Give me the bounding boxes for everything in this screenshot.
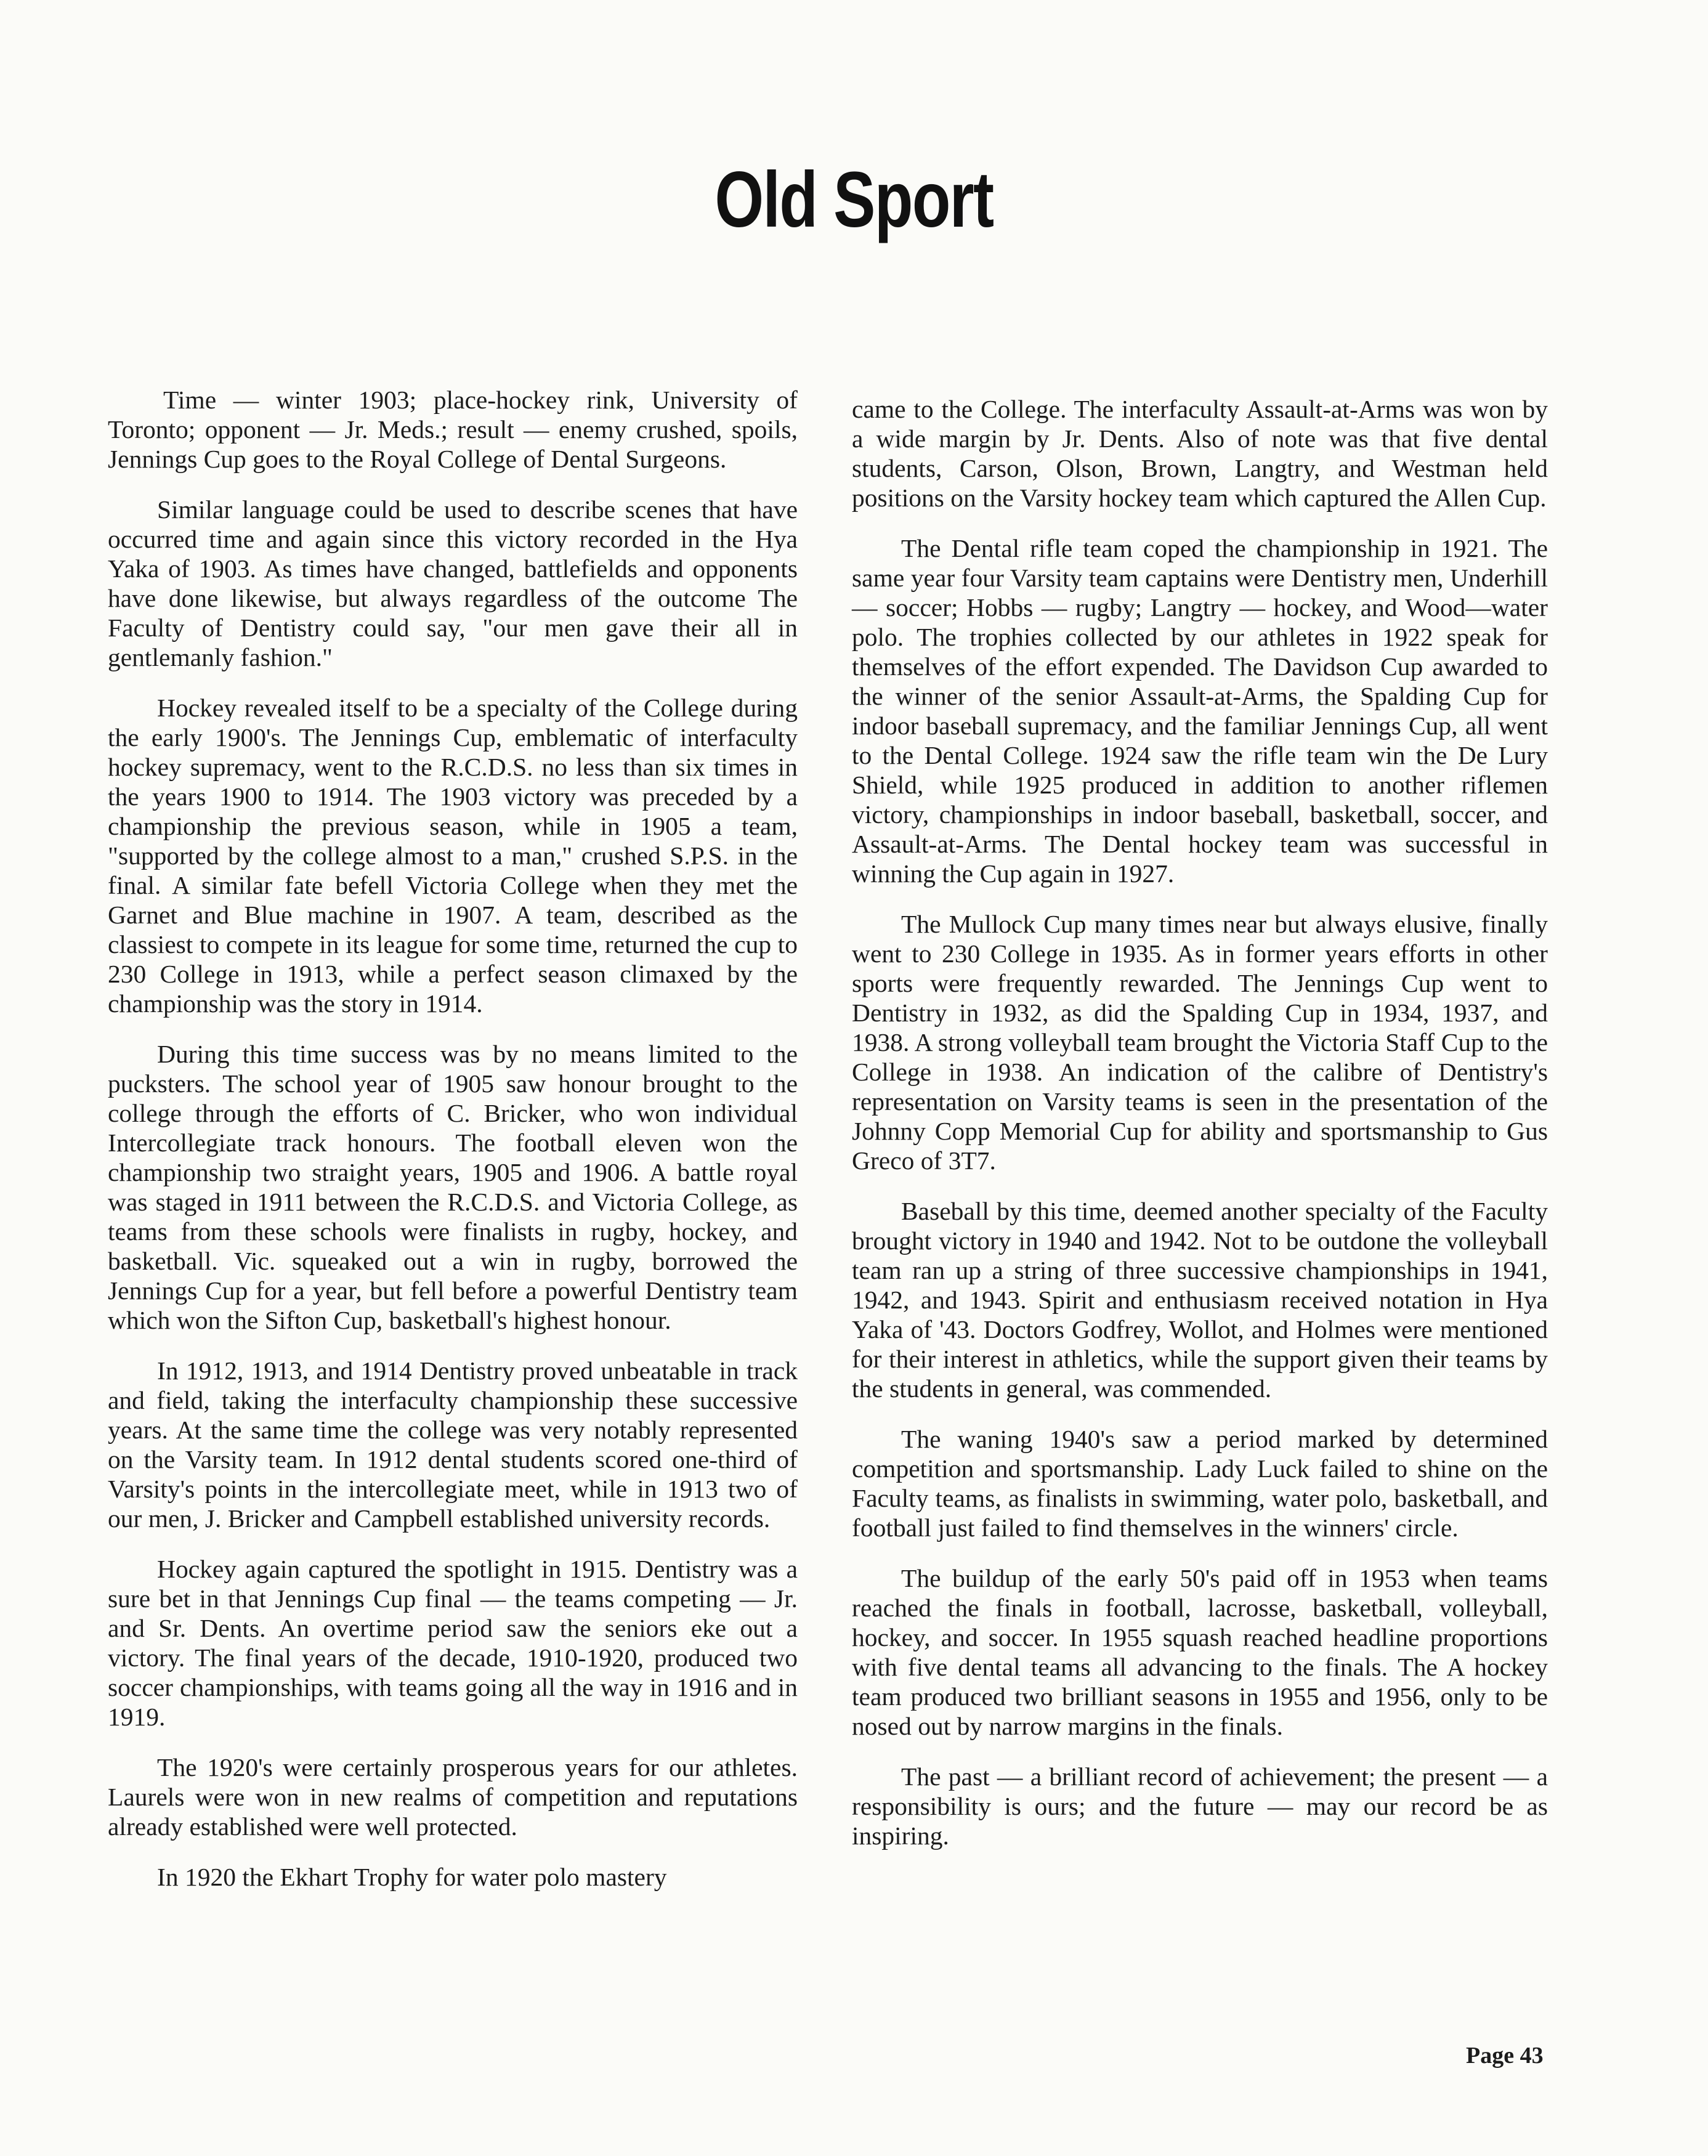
paragraph: The buildup of the early 50's paid off in 1953 when teams reached the finals in football, lacrosse, basketball, volleyball, hockey, and soccer. In 1955 squash reached headline proportions with five dental teams all advancing to the finals. The A hockey team produced two brilliant seasons in 1955 and 1956, only to be nosed out by narrow margins in the finals.: [852, 1564, 1548, 1740]
paragraph: The waning 1940's saw a period marked by determined competition and sportsmanship. Lady Luck failed to shine on the Faculty teams, as finalists in swimming, water polo, basketball, and football just failed to find themselves in the winners' circle.: [852, 1425, 1548, 1542]
paragraph: The Mullock Cup many times near but always elusive, finally went to 230 College in 1935. As in former years efforts in other sports were frequently rewarded. The Jennings Cup went to Dentistry in 1932, as did the Spalding Cup in 1934, 1937, and 1938. A strong volleyball team brought the Victoria Staff Cup to the College in 1938. An indication of the calibre of Dentistry's representation on Varsity teams is seen in the presentation of the Johnny Copp Memorial Cup for ability and sportsmanship to Gus Greco of 3T7.: [852, 910, 1548, 1175]
paragraph: The Dental rifle team coped the championship in 1921. The same year four Varsity team captains were Dentistry men, Underhill — soccer; Hobbs — rugby; Langtry — hockey, and Wood—water polo. The trophies collected by our athletes in 1922 speak for themselves of the effort expended. The Davidson Cup awarded to the winner of the senior Assault-at-Arms, the Spalding Cup for indoor baseball supremacy, and the familiar Jennings Cup, all went to the Dental College. 1924 saw the rifle team win the De Lury Shield, while 1925 produced in addition to another riflemen victory, championships in indoor baseball, basketball, soccer, and Assault-at-Arms. The Dental hockey team was successful in winning the Cup again in 1927.: [852, 534, 1548, 888]
paragraph: During this time success was by no means limited to the pucksters. The school year of 1905 saw honour brought to the college through the efforts of C. Bricker, who won individual Intercollegiate track honours. The football eleven won the championship two straight years, 1905 and 1906. A battle royal was staged in 1911 between the R.C.D.S. and Victoria College, as teams from these schools were finalists in rugby, hockey, and basketball. Vic. squeaked out a win in rugby, borrowed the Jennings Cup for a year, but fell before a powerful Dentistry team which won the Sifton Cup, basketball's highest honour.: [108, 1040, 798, 1334]
paragraph: Baseball by this time, deemed another specialty of the Faculty brought victory in 1940 and 1942. Not to be outdone the volleyball team ran up a string of three successive championships in 1941, 1942, and 1943. Spirit and enthusiasm received notation in Hya Yaka of '43. Doctors Godfrey, Wollot, and Holmes were mentioned for their interest in athletics, while the support given their teams by the students in general, was commended.: [852, 1197, 1548, 1403]
paragraph: The past — a brilliant record of achievement; the present — a responsibility is ours; and the future — may our record be as inspiring.: [852, 1762, 1548, 1850]
paragraph: Hockey again captured the spotlight in 1915. Dentistry was a sure bet in that Jennings Cup final — the teams competing — Jr. and Sr. Dents. An overtime period saw the seniors eke out a victory. The final years of the decade, 1910-1920, produced two soccer championships, with teams going all the way in 1916 and in 1919.: [108, 1555, 798, 1731]
paragraph: Similar language could be used to describe scenes that have occurred time and again since this victory recorded in the Hya Yaka of 1903. As times have changed, battlefields and opponents have done likewise, but always regardless of the outcome The Faculty of Dentistry could say, "our men gave their all in gentlemanly fashion.": [108, 495, 798, 671]
paragraph: Time — winter 1903; place-hockey rink, University of Toronto; opponent — Jr. Meds.; result — enemy crushed, spoils, Jennings Cup goes to the Royal College of Dental Surgeons.: [108, 386, 798, 473]
paragraph: came to the College. The interfaculty Assault-at-Arms was won by a wide margin by Jr. Dents. Also of note was that five dental students, Carson, Olson, Brown, Langtry, and Westman held positions on the Varsity hockey team which captured the Allen Cup.: [852, 395, 1548, 512]
left-column: [108, 385, 798, 1913]
paragraph: In 1912, 1913, and 1914 Dentistry proved unbeatable in track and field, taking the interfaculty championship these successive years. At the same time the college was very notably represented on the Varsity team. In 1912 dental students scored one-third of Varsity's points in the intercollegiate meet, while in 1913 two of our men, J. Bricker and Campbell established university records.: [108, 1356, 798, 1533]
paragraph: The 1920's were certainly prosperous years for our athletes. Laurels were won in new realms of competition and reputations already established were well protected.: [108, 1753, 798, 1841]
paragraph: In 1920 the Ekhart Trophy for water polo mastery: [157, 1863, 667, 1891]
page-number: Page 43: [1466, 2043, 1544, 2069]
page-title: Old Sport: [714, 155, 994, 244]
paragraph: Hockey revealed itself to be a specialty of the College during the early 1900's. The Jennings Cup, emblematic of interfaculty hockey supremacy, went to the R.C.D.S. no less than six times in the years 1900 to 1914. The 1903 victory was preceded by a championship the previous season, while in 1905 a team, "supported by the college almost to a man," crushed S.P.S. in the final. A similar fate befell Victoria College when they met the Garnet and Blue machine in 1907. A team, described as the classiest to compete in its league for some time, returned the cup to 230 College in 1913, while a perfect season climaxed by the championship was the story in 1914.: [108, 694, 798, 1018]
right-column: [852, 394, 1548, 1871]
